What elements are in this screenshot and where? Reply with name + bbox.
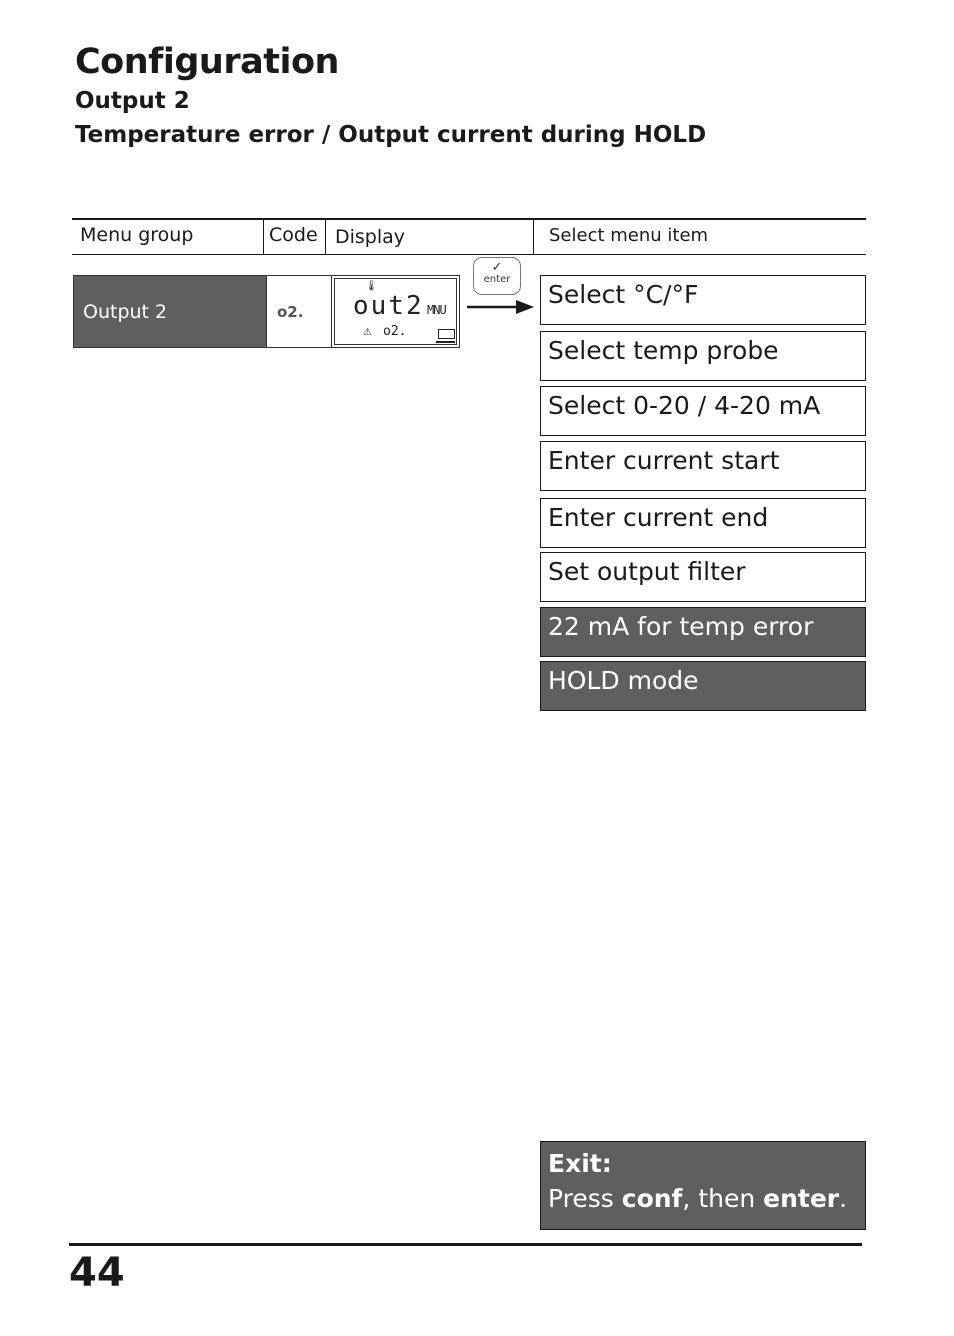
page-number: 44 [69, 1250, 125, 1296]
menu-item-select-current-range[interactable]: Select 0-20 / 4-20 mA [540, 386, 866, 436]
section-heading: Temperature error / Output current during HOLD [75, 122, 707, 148]
section-subtitle: Output 2 [75, 88, 190, 114]
column-divider [263, 219, 264, 255]
column-divider [325, 219, 326, 255]
footer-rule [69, 1243, 862, 1246]
warning-icon: ⚠︎ [363, 327, 372, 338]
column-divider [533, 219, 534, 255]
lcd-display [334, 278, 457, 345]
column-header-display: Display [335, 226, 406, 248]
table-top-rule [72, 218, 866, 220]
arrow-icon [466, 296, 536, 318]
exit-instructions [540, 1141, 866, 1230]
thermometer-icon: 🌡︎ [365, 281, 378, 292]
menu-item-hold-mode[interactable]: HOLD mode [540, 661, 866, 711]
check-icon: ✓ [491, 260, 503, 275]
exit-text-middle: , then [682, 1184, 764, 1213]
exit-text [548, 1181, 858, 1216]
battery-icon [438, 329, 455, 339]
menu-item-enter-current-end[interactable]: Enter current end [540, 498, 866, 548]
table-header-rule [72, 254, 866, 255]
menu-item-select-temp-probe[interactable]: Select temp probe [540, 331, 866, 381]
enter-label: enter [483, 274, 511, 285]
lcd-unit-text: MNU [427, 303, 446, 317]
menu-item-set-output-filter[interactable]: Set output filter [540, 552, 866, 602]
enter-key-label: enter [763, 1184, 840, 1213]
lcd-main-text: out2 [353, 291, 424, 321]
display-cell [331, 275, 460, 348]
lcd-sub-text: o2. [383, 324, 407, 339]
conf-key-label: conf [621, 1184, 683, 1213]
column-header-menu-group: Menu group [80, 224, 194, 246]
column-header-code: Code [269, 224, 318, 246]
exit-heading: Exit: [548, 1149, 612, 1178]
column-header-select-menu-item: Select menu item [549, 225, 709, 246]
menu-item-enter-current-start[interactable]: Enter current start [540, 441, 866, 491]
underline-bar [436, 341, 455, 343]
code-cell: o2. [267, 275, 331, 348]
menu-item-select-temp-unit[interactable]: Select °C/°F [540, 275, 866, 325]
menu-group-cell: Output 2 [73, 275, 267, 348]
exit-text-prefix: Press [548, 1184, 622, 1213]
page-title: Configuration [75, 42, 339, 82]
menu-item-temp-error-current[interactable]: 22 mA for temp error [540, 607, 866, 657]
exit-text-suffix: . [839, 1184, 848, 1213]
enter-button[interactable] [473, 257, 521, 295]
